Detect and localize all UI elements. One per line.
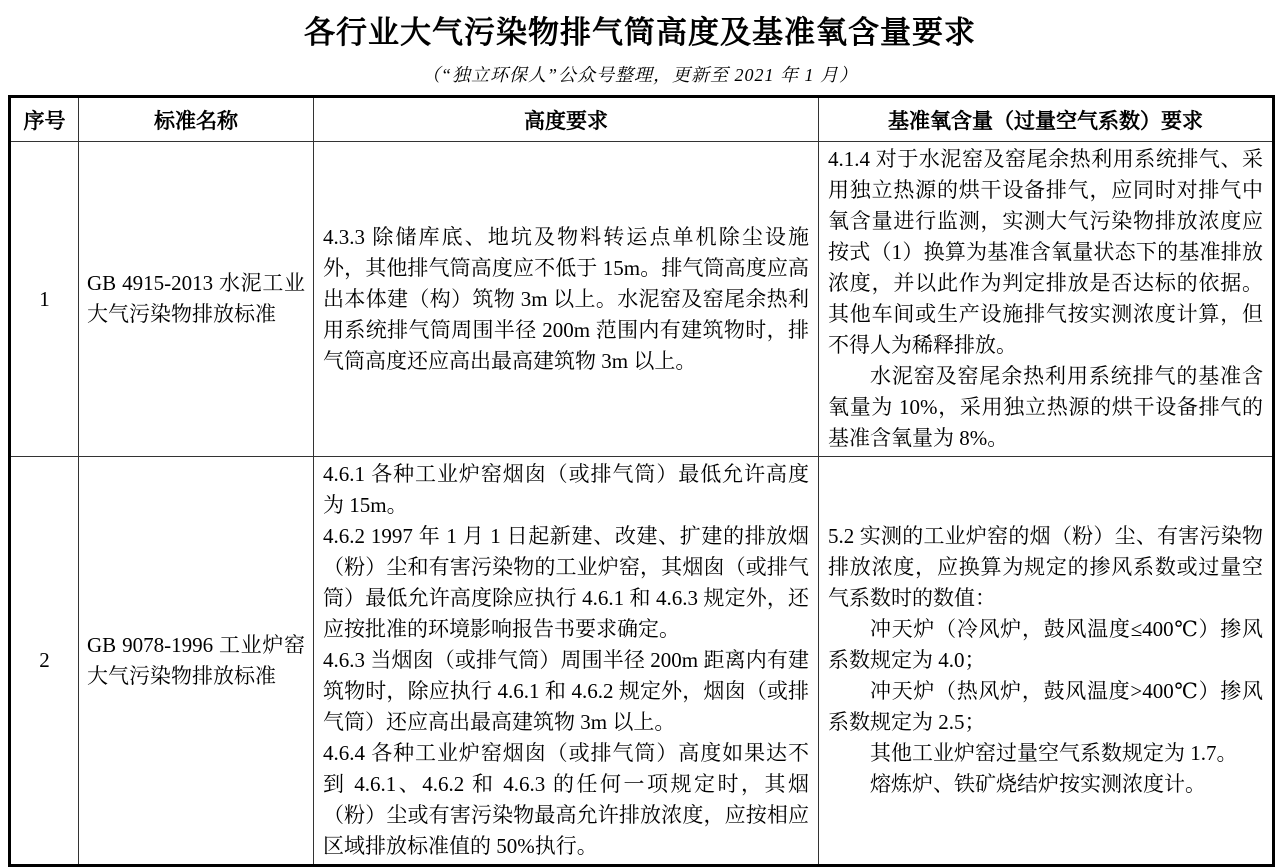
header-oxygen-requirement: 基准氧含量（过量空气系数）要求 <box>819 97 1274 142</box>
paragraph: 其他工业炉窑过量空气系数规定为 1.7。 <box>870 741 1238 765</box>
standards-table <box>8 95 1275 867</box>
cell-height-requirement <box>314 457 819 866</box>
paragraph: 冲天炉（冷风炉，鼓风温度≤400℃）掺风系数规定为 4.0； <box>828 617 1263 672</box>
cell-standard-name: GB 9078-1996 工业炉窑大气污染物排放标准 <box>79 457 314 866</box>
table-row <box>10 142 1274 457</box>
paragraph: 水泥窑及窑尾余热利用系统排气的基准含氧量为 10%，采用独立热源的烘干设备排气的基准含氧量为 8%。 <box>828 364 1263 450</box>
paragraph: 冲天炉（热风炉，鼓风温度>400℃）掺风系数规定为 2.5； <box>828 679 1263 734</box>
paragraph: 4.6.4 各种工业炉窑烟囱（或排气筒）高度如果达不到 4.6.1、4.6.2 和 4.6.3 的任何一项规定时，其烟（粉）尘或有害污染物最高允许排放浓度，应按相应区域排放标准值的 50%执行。 <box>323 741 809 858</box>
cell-seq: 1 <box>10 142 79 457</box>
page-subtitle: （“独立环保人”公众号整理，更新至 2021 年 1 月） <box>421 65 859 85</box>
paragraph: 4.6.3 当烟囱（或排气筒）周围半径 200m 距离内有建筑物时，除应执行 4.6.1 和 4.6.2 规定外，烟囱（或排气筒）还应高出最高建筑物 3m 以上。 <box>323 648 809 734</box>
paragraph: 5.2 实测的工业炉窑的烟（粉）尘、有害污染物排放浓度，应换算为规定的掺风系数或过量空气系数时的数值： <box>828 524 1263 610</box>
cell-oxygen-requirement <box>819 457 1274 866</box>
header-height-requirement: 高度要求 <box>314 97 819 142</box>
paragraph: 熔炼炉、铁矿烧结炉按实测浓度计。 <box>870 772 1206 796</box>
paragraph: 4.6.1 各种工业炉窑烟囱（或排气筒）最低允许高度为 15m。 <box>323 462 809 517</box>
paragraph: 4.1.4 对于水泥窑及窑尾余热利用系统排气、采用独立热源的烘干设备排气，应同时对排气中氧含量进行监测，实测大气污染物排放浓度应按式（1）换算为基准含氧量状态下的基准排放浓度，并以此作为判定排放是否达标的依据。其他车间或生产设施排气按实测浓度计算，但不得人为稀释排放。 <box>828 147 1263 357</box>
page-title: 各行业大气污染物排气筒高度及基准氧含量要求 <box>304 15 976 50</box>
cell-seq: 2 <box>10 457 79 866</box>
header-standard-name: 标准名称 <box>79 97 314 142</box>
cell-height-requirement <box>314 142 819 457</box>
paragraph: 4.3.3 除储库底、地坑及物料转运点单机除尘设施外，其他排气筒高度应不低于 15m。排气筒高度应高出本体建（构）筑物 3m 以上。水泥窑及窑尾余热利用系统排气筒周围半径 200m 范围内有建筑物时，排气筒高度还应高出最高建筑物 3m 以上。 <box>323 224 809 373</box>
paragraph: 4.6.2 1997 年 1 月 1 日起新建、改建、扩建的排放烟（粉）尘和有害污染物的工业炉窑，其烟囱（或排气筒）最低允许高度除应执行 4.6.1 和 4.6.3 规定外，还应按批准的环境影响报告书要求确定。 <box>323 524 809 641</box>
cell-standard-name: GB 4915-2013 水泥工业大气污染物排放标准 <box>79 142 314 457</box>
table-row <box>10 457 1274 866</box>
header-row <box>10 97 1274 142</box>
header-seq: 序号 <box>10 97 79 142</box>
cell-oxygen-requirement <box>819 142 1274 457</box>
